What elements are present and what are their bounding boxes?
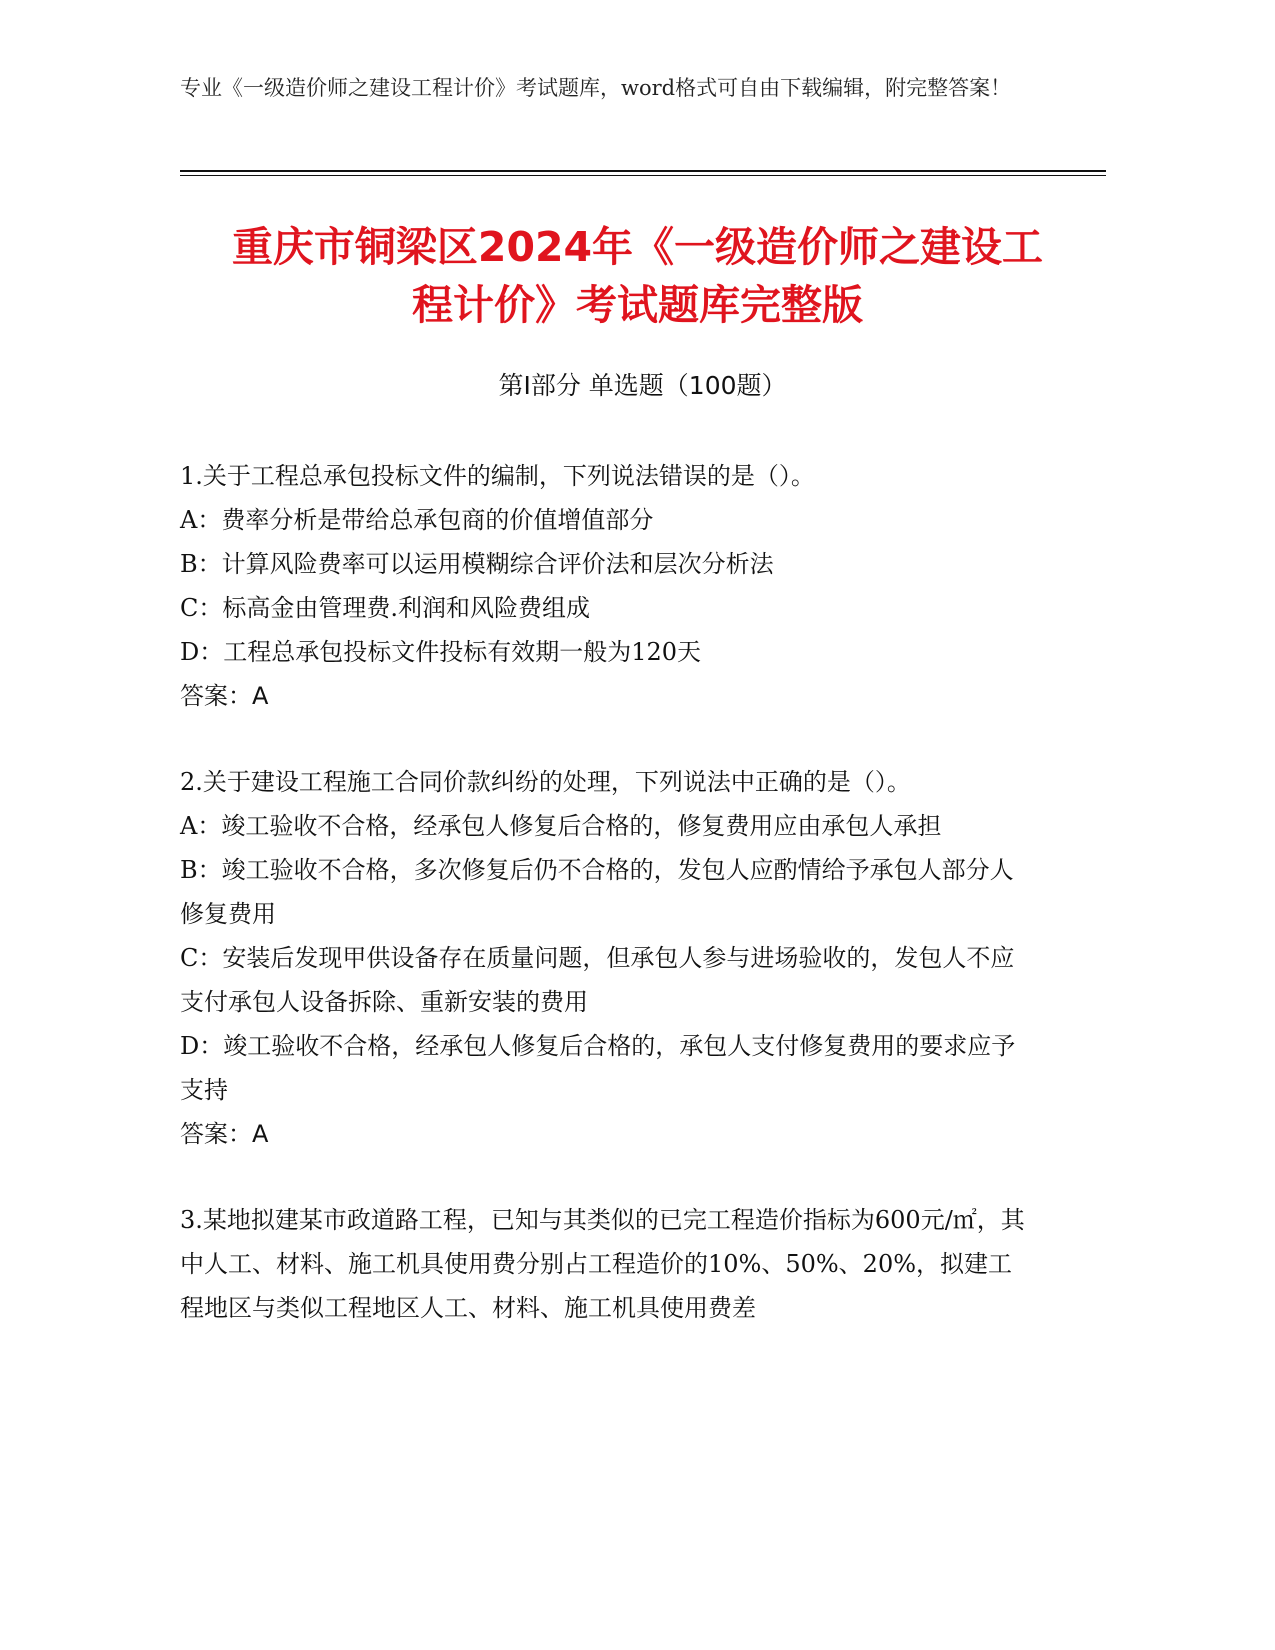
title-line-2: 程计价》考试题库完整版 [412, 281, 863, 329]
option-d: D：竣工验收不合格，经承包人修复后合格的，承包人支付修复费用的要求应予支持 [180, 1032, 1016, 1104]
option-a: A：费率分析是带给总承包商的价值增值部分 [180, 506, 654, 534]
option-b: B：竣工验收不合格，多次修复后仍不合格的，发包人应酌情给予承包人部分人修复费用 [180, 856, 1014, 928]
answer: 答案：A [180, 1120, 269, 1148]
option-c: C：标高金由管理费.利润和风险费组成 [180, 594, 590, 622]
answer: 答案：A [180, 682, 269, 710]
question-stem: 3.某地拟建某市政道路工程，已知与其类似的已完工程造价指标为600元/㎡，其中人工、材料、施工机具使用费分别占工程造价的10%、50%、20%，拟建工程地区与类似工程地区人工、材料、施工机具使用费差 [180, 1206, 1025, 1322]
question-1 [180, 454, 1035, 718]
question-stem: 1.关于工程总承包投标文件的编制，下列说法错误的是（）。 [180, 462, 815, 490]
header-note: 专业《一级造价师之建设工程计价》考试题库，word格式可自由下载编辑，附完整答案！ [180, 76, 1012, 100]
option-d: D：工程总承包投标文件投标有效期一般为120天 [180, 638, 702, 666]
section-title: 第Ⅰ部分 单选题（100题） [498, 371, 787, 400]
option-b: B：计算风险费率可以运用模糊综合评价法和层次分析法 [180, 550, 774, 578]
question-2 [180, 760, 1035, 1156]
question-stem: 2.关于建设工程施工合同价款纠纷的处理，下列说法中正确的是（）。 [180, 768, 911, 796]
option-c: C：安装后发现甲供设备存在质量问题，但承包人参与进场验收的，发包人不应支付承包人设备拆除、重新安装的费用 [180, 944, 1015, 1016]
header-divider-thin [180, 175, 1106, 176]
option-a: A：竣工验收不合格，经承包人修复后合格的，修复费用应由承包人承担 [180, 812, 942, 840]
document-title [150, 218, 1125, 334]
question-list [180, 454, 1035, 1372]
header-divider-thick [180, 170, 1106, 172]
title-line-1: 重庆市铜梁区2024年《一级造价师之建设工 [231, 223, 1044, 271]
question-3 [180, 1198, 1035, 1330]
